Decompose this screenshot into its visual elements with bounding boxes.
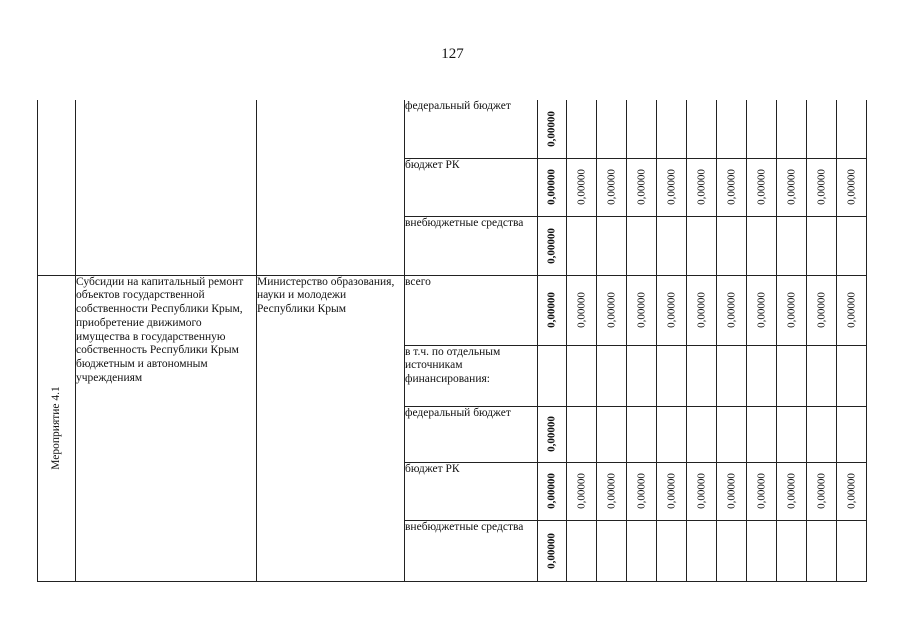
value-cell bbox=[687, 275, 717, 345]
event-name-cell bbox=[76, 100, 257, 275]
cell-value: 0,00000 bbox=[754, 292, 767, 328]
value-cell bbox=[807, 345, 837, 406]
value-cell bbox=[837, 100, 867, 158]
value-cell bbox=[627, 345, 657, 406]
value-cell bbox=[837, 158, 867, 216]
value-cell bbox=[717, 345, 747, 406]
funding-source: всего bbox=[405, 275, 538, 345]
value-cell bbox=[567, 462, 597, 520]
executor-cell bbox=[257, 100, 405, 275]
value-cell bbox=[777, 406, 807, 462]
value-cell bbox=[567, 345, 597, 406]
value-cell bbox=[597, 158, 627, 216]
table-row bbox=[38, 275, 867, 345]
value-cell bbox=[687, 158, 717, 216]
value-cell bbox=[567, 275, 597, 345]
value-cell bbox=[567, 158, 597, 216]
value-cell bbox=[837, 216, 867, 275]
value-cell bbox=[717, 158, 747, 216]
value-cell bbox=[567, 406, 597, 462]
value-cell bbox=[747, 406, 777, 462]
total-cell bbox=[538, 462, 567, 520]
value-cell bbox=[597, 100, 627, 158]
value-cell bbox=[627, 406, 657, 462]
total-cell bbox=[538, 275, 567, 345]
funding-source: федеральный бюджет bbox=[405, 100, 538, 158]
cell-value: 0,00000 bbox=[844, 473, 857, 509]
value-cell bbox=[807, 216, 837, 275]
value-cell bbox=[747, 520, 777, 581]
value-cell bbox=[627, 520, 657, 581]
event-label-cell bbox=[38, 275, 76, 581]
funding-source: внебюджетные средства bbox=[405, 520, 538, 581]
value-cell bbox=[717, 462, 747, 520]
cell-value: 0,00000 bbox=[574, 473, 587, 509]
value-cell bbox=[837, 345, 867, 406]
value-cell bbox=[687, 216, 717, 275]
value-cell bbox=[687, 462, 717, 520]
funding-source: внебюджетные средства bbox=[405, 216, 538, 275]
total-cell bbox=[538, 216, 567, 275]
cell-value: 0,00000 bbox=[724, 473, 737, 509]
value-cell bbox=[807, 158, 837, 216]
total-cell bbox=[538, 520, 567, 581]
value-cell bbox=[627, 100, 657, 158]
value-cell bbox=[777, 158, 807, 216]
value-cell bbox=[747, 158, 777, 216]
cell-value: 0,00000 bbox=[664, 169, 677, 205]
budget-table bbox=[37, 100, 867, 582]
event-name: Субсидии на капитальный ремонт объектов государственной собственности Республики Крым, приобретение движимого имущества в государственную собственность Республики Крым бюджетным и автономным учреждениям bbox=[76, 275, 257, 581]
total-value: 0,00000 bbox=[545, 473, 558, 509]
value-cell bbox=[687, 345, 717, 406]
cell-value: 0,00000 bbox=[634, 473, 647, 509]
total-value: 0,00000 bbox=[545, 227, 558, 264]
total-cell bbox=[538, 406, 567, 462]
value-cell bbox=[657, 520, 687, 581]
value-cell bbox=[657, 275, 687, 345]
page-number: 127 bbox=[441, 46, 464, 62]
value-cell bbox=[687, 100, 717, 158]
value-cell bbox=[657, 462, 687, 520]
value-cell bbox=[597, 462, 627, 520]
cell-value: 0,00000 bbox=[754, 169, 767, 205]
cell-value: 0,00000 bbox=[604, 292, 617, 328]
value-cell bbox=[807, 275, 837, 345]
cell-value: 0,00000 bbox=[694, 292, 707, 328]
cell-value: 0,00000 bbox=[574, 169, 587, 205]
cell-value: 0,00000 bbox=[814, 473, 827, 509]
value-cell bbox=[657, 158, 687, 216]
value-cell bbox=[837, 520, 867, 581]
cell-value: 0,00000 bbox=[814, 169, 827, 205]
cell-value: 0,00000 bbox=[664, 473, 677, 509]
cell-value: 0,00000 bbox=[574, 292, 587, 328]
value-cell bbox=[597, 345, 627, 406]
value-cell bbox=[777, 216, 807, 275]
value-cell bbox=[687, 520, 717, 581]
funding-source: в т.ч. по отдельным источникам финансирования: bbox=[405, 345, 538, 406]
value-cell bbox=[627, 216, 657, 275]
cell-value: 0,00000 bbox=[754, 473, 767, 509]
value-cell bbox=[807, 520, 837, 581]
cell-value: 0,00000 bbox=[634, 169, 647, 205]
executor-name: Министерство образования, науки и молодежи Республики Крым bbox=[257, 275, 405, 581]
value-cell bbox=[837, 462, 867, 520]
value-cell bbox=[807, 462, 837, 520]
value-cell bbox=[747, 100, 777, 158]
value-cell bbox=[717, 275, 747, 345]
value-cell bbox=[597, 275, 627, 345]
value-cell bbox=[657, 406, 687, 462]
total-value: 0,00000 bbox=[545, 532, 558, 569]
cell-value: 0,00000 bbox=[724, 169, 737, 205]
cell-value: 0,00000 bbox=[634, 292, 647, 328]
value-cell bbox=[837, 275, 867, 345]
cell-value: 0,00000 bbox=[844, 169, 857, 205]
value-cell bbox=[567, 100, 597, 158]
total-cell bbox=[538, 158, 567, 216]
value-cell bbox=[777, 275, 807, 345]
cell-value: 0,00000 bbox=[724, 292, 737, 328]
total-cell bbox=[538, 100, 567, 158]
value-cell bbox=[777, 520, 807, 581]
cell-value: 0,00000 bbox=[664, 292, 677, 328]
value-cell bbox=[717, 520, 747, 581]
cell-value: 0,00000 bbox=[784, 292, 797, 328]
value-cell bbox=[597, 520, 627, 581]
value-cell bbox=[777, 462, 807, 520]
cell-value: 0,00000 bbox=[694, 473, 707, 509]
value-cell bbox=[657, 216, 687, 275]
event-label-cell bbox=[38, 100, 76, 275]
total-value: 0,00000 bbox=[545, 110, 558, 147]
value-cell bbox=[747, 275, 777, 345]
total-cell bbox=[538, 345, 567, 406]
total-value: 0,00000 bbox=[545, 416, 558, 452]
cell-value: 0,00000 bbox=[604, 473, 617, 509]
value-cell bbox=[747, 462, 777, 520]
total-value: 0,00000 bbox=[545, 169, 558, 205]
value-cell bbox=[717, 406, 747, 462]
value-cell bbox=[627, 158, 657, 216]
value-cell bbox=[777, 100, 807, 158]
value-cell bbox=[717, 100, 747, 158]
cell-value: 0,00000 bbox=[784, 473, 797, 509]
value-cell bbox=[687, 406, 717, 462]
value-cell bbox=[597, 406, 627, 462]
event-label: Мероприятие 4.1 bbox=[49, 386, 62, 470]
funding-source: федеральный бюджет bbox=[405, 406, 538, 462]
value-cell bbox=[657, 345, 687, 406]
value-cell bbox=[807, 406, 837, 462]
cell-value: 0,00000 bbox=[784, 169, 797, 205]
value-cell bbox=[717, 216, 747, 275]
value-cell bbox=[747, 216, 777, 275]
value-cell bbox=[777, 345, 807, 406]
value-cell bbox=[807, 100, 837, 158]
total-value: 0,00000 bbox=[545, 292, 558, 328]
value-cell bbox=[627, 275, 657, 345]
value-cell bbox=[567, 216, 597, 275]
value-cell bbox=[657, 100, 687, 158]
cell-value: 0,00000 bbox=[844, 292, 857, 328]
value-cell bbox=[597, 216, 627, 275]
value-cell bbox=[567, 520, 597, 581]
value-cell bbox=[627, 462, 657, 520]
cell-value: 0,00000 bbox=[814, 292, 827, 328]
funding-source: бюджет РК bbox=[405, 158, 538, 216]
table-row bbox=[38, 100, 867, 158]
cell-value: 0,00000 bbox=[604, 169, 617, 205]
value-cell bbox=[747, 345, 777, 406]
funding-source: бюджет РК bbox=[405, 462, 538, 520]
value-cell bbox=[837, 406, 867, 462]
cell-value: 0,00000 bbox=[694, 169, 707, 205]
